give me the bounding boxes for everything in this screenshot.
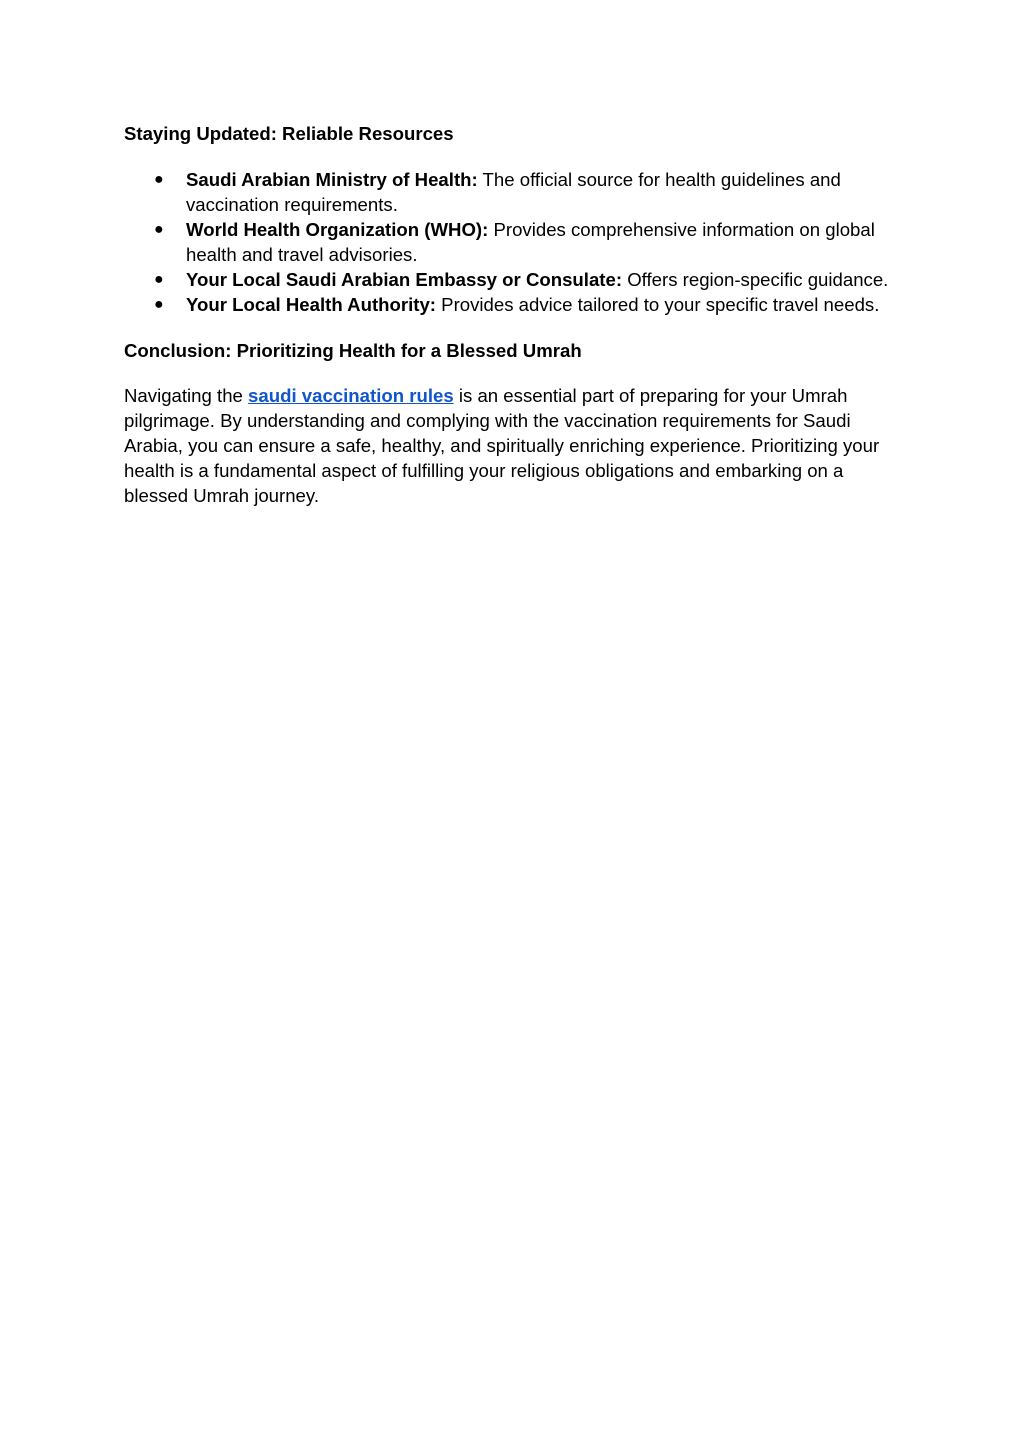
resources-heading: Staying Updated: Reliable Resources [124,123,454,144]
list-item-description: Provides advice tailored to your specific travel needs. [441,294,880,315]
list-item-term: Your Local Saudi Arabian Embassy or Consulate: [186,269,623,290]
conclusion-heading: Conclusion: Prioritizing Health for a Blessed Umrah [124,340,582,361]
conclusion-paragraph [124,383,904,508]
list-item-description: The official source for health guidelines and vaccination requirements. [186,169,841,215]
list-item-term: Saudi Arabian Ministry of Health: [186,169,478,190]
list-item [124,217,904,267]
bullet-icon: ● [154,271,164,288]
paragraph-text-before-link: Navigating the [124,385,243,406]
document-page [124,121,904,508]
list-item-term: Your Local Health Authority: [186,294,436,315]
list-item-description: Provides comprehensive information on global health and travel advisories. [186,219,875,265]
list-item-term: World Health Organization (WHO): [186,219,489,240]
paragraph-text-after-link: is an essential part of preparing for your Umrah pilgrimage. By understanding and complying with the vaccination requirements for Saudi Arabia, you can ensure a safe, healthy, and spiritually enriching experience. Prioritizing your health is a fundamental aspect of fulfilling your religious obligations and embarking on a blessed Umrah journey. [124,385,880,506]
saudi-vaccination-rules-link[interactable]: saudi vaccination rules [248,385,454,406]
list-item [124,267,904,292]
resources-list [124,167,904,317]
list-item [124,292,904,317]
bullet-icon: ● [154,171,164,188]
bullet-icon: ● [154,221,164,238]
bullet-icon: ● [154,296,164,313]
list-item [124,167,904,217]
list-item-description: Offers region-specific guidance. [627,269,889,290]
